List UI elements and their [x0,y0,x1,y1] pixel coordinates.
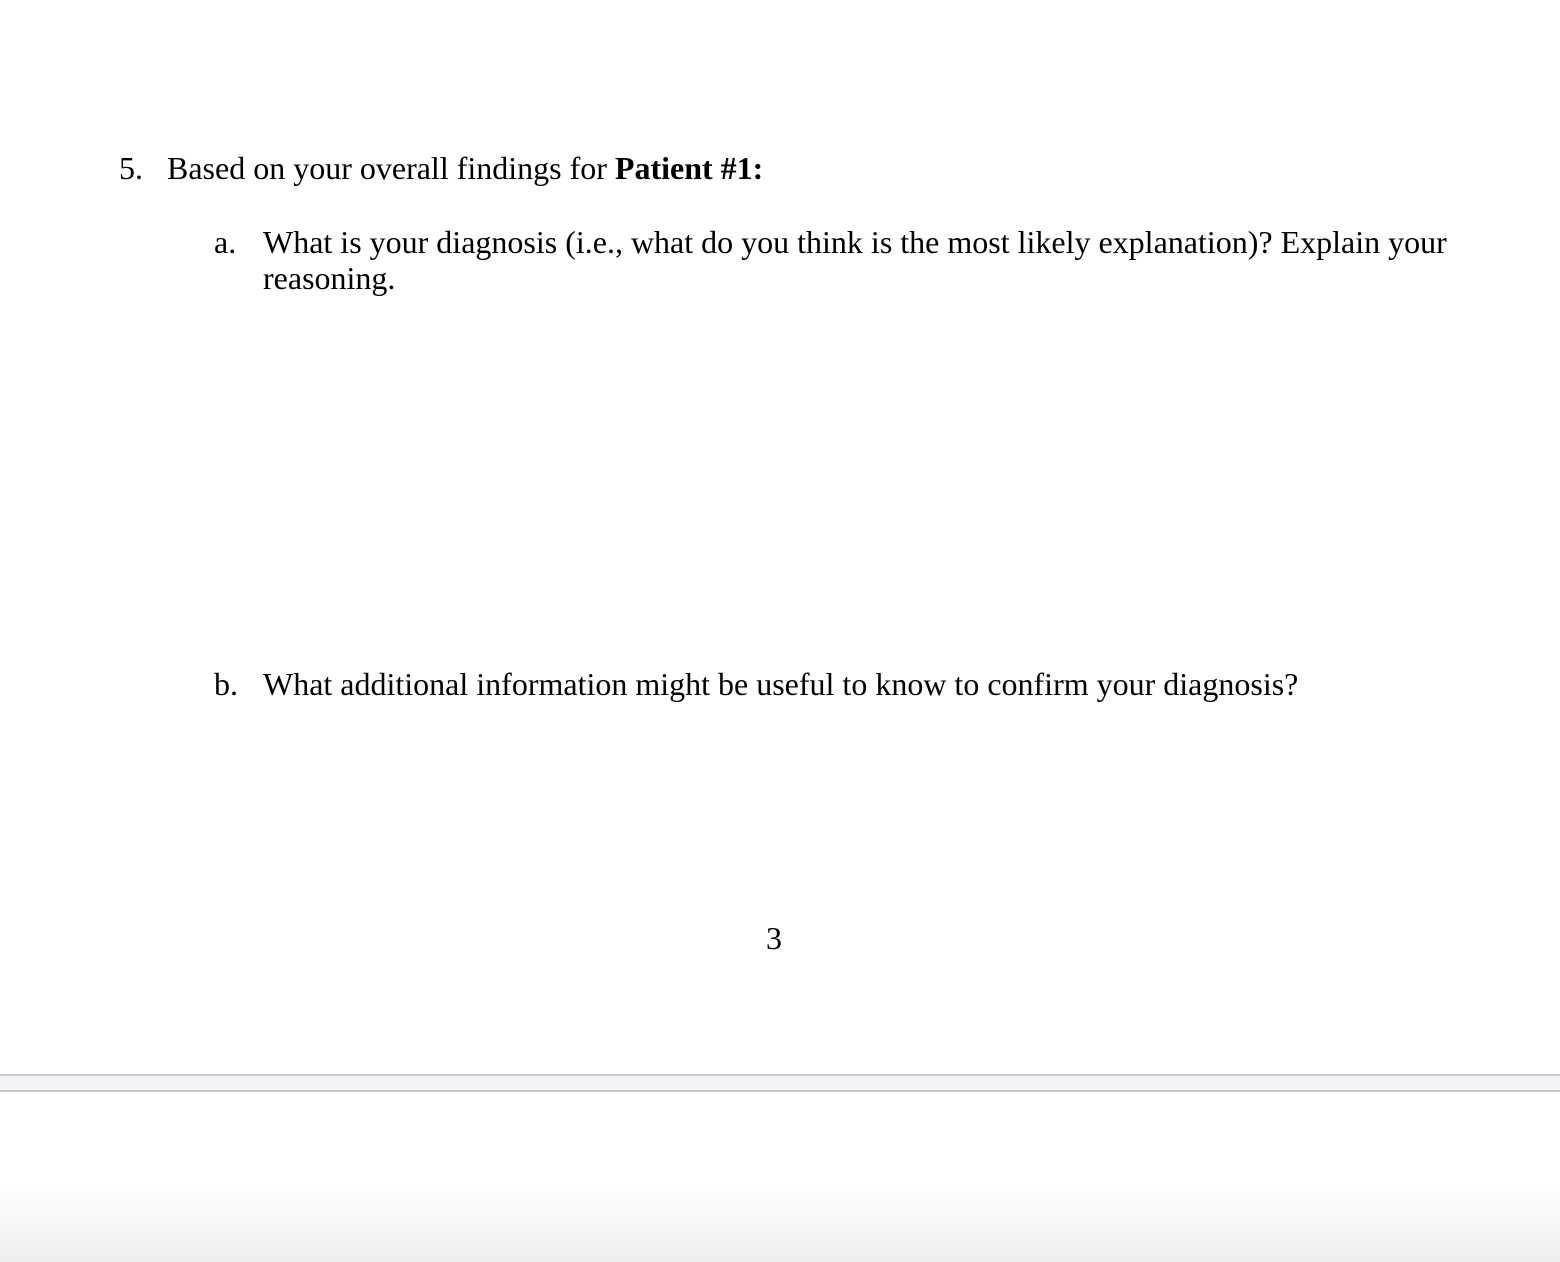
part-b-text: What additional information might be useful to know to confirm your diagnosis? [263,666,1299,702]
next-page-top[interactable] [0,1092,1560,1262]
part-a-text: What is your diagnosis (i.e., what do you think is the most likely explanation)? Explain your reasoning. [263,224,1447,296]
question-number: 5. [119,150,143,186]
page-separator [0,1074,1560,1092]
question-text [167,150,763,186]
question-text-prefix: Based on your overall findings for [167,150,615,186]
part-b-letter: b. [214,666,238,702]
question-text-bold: Patient #1: [614,150,764,186]
page-number: 3 [766,920,782,956]
part-a-letter: a. [214,224,237,260]
